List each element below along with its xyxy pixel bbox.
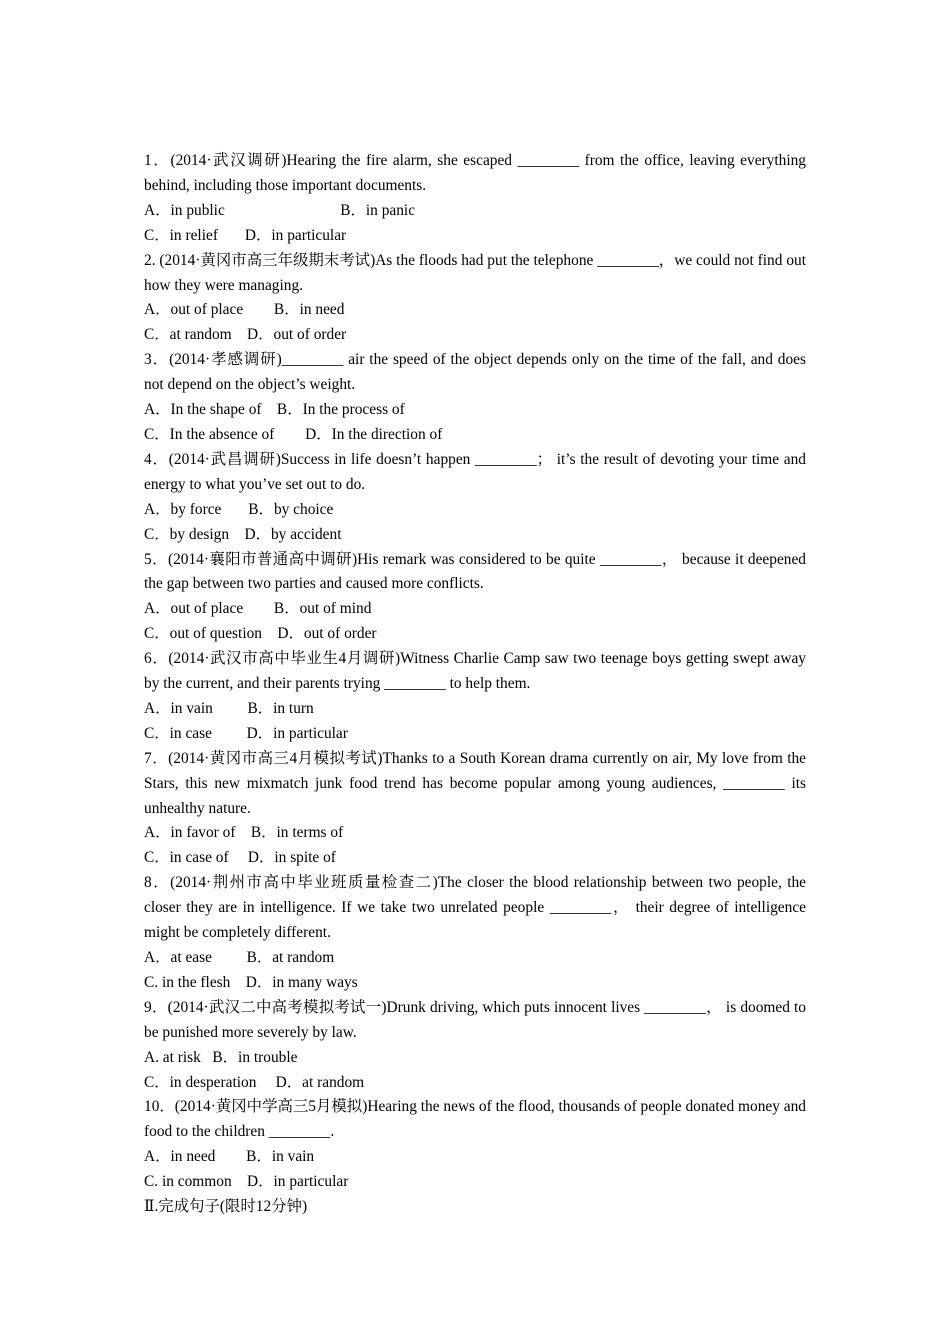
question-stem: 8．(2014·荆州市高中毕业班质量检查二)The closer the blood relationship between two people, the closer they are in intelligence. If we take two unrelated people ________， their degree of intelligence might be completely different. <box>144 874 806 942</box>
options-row-ab: A．in public B．in panic <box>144 201 416 219</box>
question-stem: 4．(2014·武昌调研)Success in life doesn’t happen ________； it’s the result of devoting your time and energy to what you’ve set out to do. <box>144 450 806 493</box>
options-row-cd: C．out of question D．out of order <box>144 625 377 643</box>
options-row-ab: A. at risk B．in trouble <box>144 1048 298 1066</box>
options-row-cd: C．In the absence of D．In the direction of <box>144 425 443 443</box>
options-row-cd: C．in case D．in particular <box>144 724 348 742</box>
options-row-cd: C．at random D．out of order <box>144 326 347 344</box>
options-row-ab: A．at ease B．at random <box>144 949 335 966</box>
question-1 <box>144 149 806 249</box>
question-stem: 6．(2014·武汉市高中毕业生4月调研)Witness Charlie Camp saw two teenage boys getting swept away by the current, and their parents trying ________ to help them. <box>144 650 806 693</box>
question-stem: 2. (2014·黄冈市高三年级期末考试)As the floods had put the telephone ________，we could not find out how they were managing. <box>144 251 806 294</box>
section-heading: Ⅱ.完成句子(限时12分钟) <box>144 1198 308 1216</box>
question-stem: 3．(2014·孝感调研)________ air the speed of the object depends only on the time of the fall, and does not depend on the object’s weight. <box>144 351 806 394</box>
question-9 <box>144 996 806 1096</box>
question-7 <box>144 747 806 872</box>
question-8 <box>144 871 806 996</box>
question-2 <box>144 249 806 349</box>
question-stem: 9．(2014·武汉二中高考模拟考试一)Drunk driving, which puts innocent lives ________， is doomed to be punished more severely by law. <box>144 998 806 1041</box>
options-row-cd: C. in the flesh D．in many ways <box>144 973 358 991</box>
options-row-cd: C．in case of D．in spite of <box>144 849 336 867</box>
document-page <box>144 149 806 1220</box>
question-6 <box>144 647 806 747</box>
question-stem: 10．(2014·黄冈中学高三5月模拟)Hearing the news of the flood, thousands of people donated money and food to the children ________. <box>144 1098 806 1141</box>
options-row-ab: A．In the shape of B．In the process of <box>144 401 405 419</box>
question-5 <box>144 548 806 648</box>
question-10 <box>144 1095 806 1195</box>
options-row-ab: A．out of place B．out of mind <box>144 600 372 618</box>
options-row-ab: A．in vain B．in turn <box>144 699 314 717</box>
options-row-ab: A．out of place B．in need <box>144 301 345 319</box>
question-3 <box>144 348 806 448</box>
question-stem: 5．(2014·襄阳市普通高中调研)His remark was considered to be quite ________， because it deepened the gap between two parties and caused more conflicts. <box>144 550 806 593</box>
options-row-cd: C．in desperation D．at random <box>144 1073 365 1091</box>
options-row-ab: A．in need B．in vain <box>144 1148 315 1166</box>
options-row-cd: C．by design D．by accident <box>144 525 342 543</box>
options-row-ab: A．in favor of B．in terms of <box>144 824 344 842</box>
options-row-ab: A．by force B．by choice <box>144 500 334 518</box>
options-row-cd: C．in relief D．in particular <box>144 226 347 244</box>
question-stem: 1．(2014·武汉调研)Hearing the fire alarm, she escaped ________ from the office, leaving everything behind, including those important documents. <box>144 152 806 194</box>
question-stem: 7．(2014·黄冈市高三4月模拟考试)Thanks to a South Korean drama currently on air, My love from the Stars, this new mixmatch junk food trend has become popular among young audiences, ________ its unhealthy nature. <box>144 749 806 817</box>
options-row-cd: C. in common D．in particular <box>144 1173 349 1191</box>
question-4 <box>144 448 806 548</box>
